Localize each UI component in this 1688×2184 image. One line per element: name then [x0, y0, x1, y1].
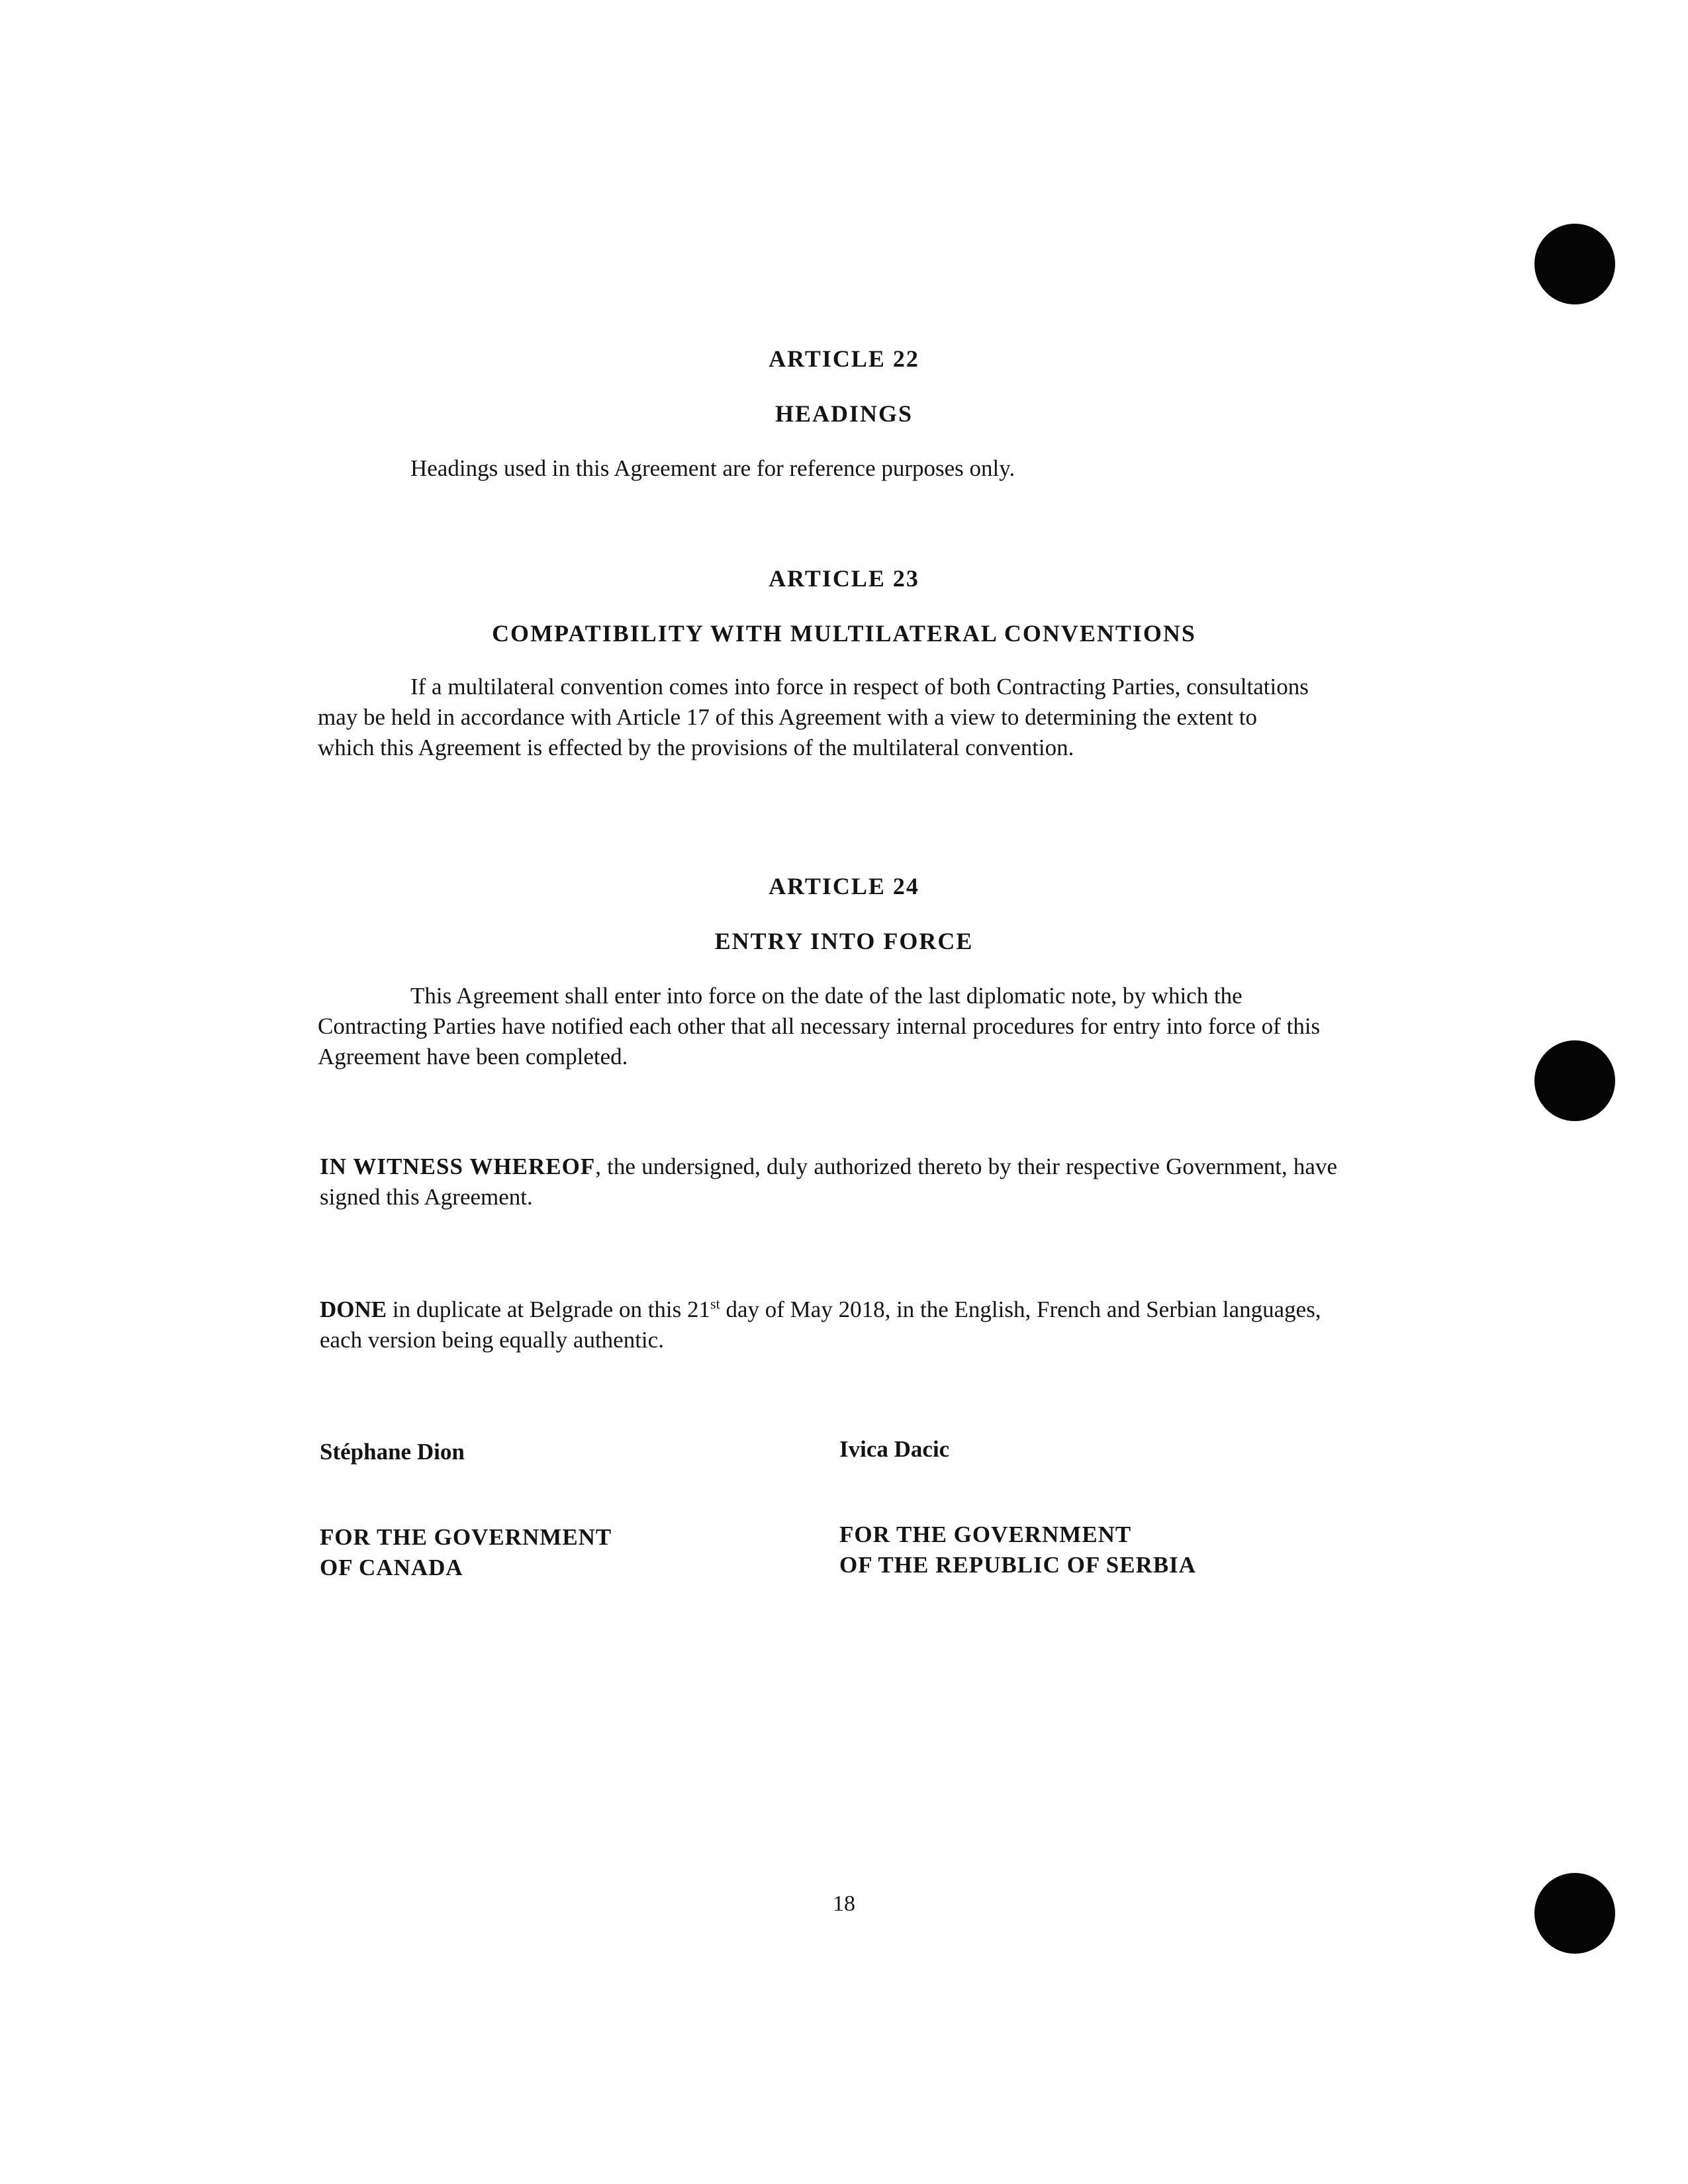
article-22-text: Headings used in this Agreement are for reference purposes only. [410, 455, 1015, 481]
article-23-number: ARTICLE 23 [769, 565, 919, 592]
page-number: 18 [833, 1891, 855, 1916]
signature-block-serbia-line1: FOR THE GOVERNMENT [839, 1522, 1132, 1547]
signature-block-canada [320, 1522, 612, 1583]
done-paragraph [320, 1295, 1339, 1355]
witness-lead: IN WITNESS WHEREOF [320, 1154, 596, 1179]
done-superscript: st [710, 1295, 720, 1312]
witness-paragraph [320, 1152, 1337, 1212]
signature-block-serbia [839, 1520, 1196, 1580]
article-24-text: This Agreement shall enter into force on the date of the last diplomatic note, by which the Contracting Parties have notified each other that all necessary internal procedures for entry into force of this Agreement have been completed. [318, 983, 1321, 1069]
witness-text: , the undersigned, duly authorized thereto by their respective Government, have signed this Agreement. [320, 1154, 1337, 1210]
article-24-number: ARTICLE 24 [769, 873, 919, 899]
binder-hole-top [1534, 224, 1615, 304]
done-text-before: in duplicate at Belgrade on this 21 [387, 1297, 711, 1322]
article-24-title: ENTRY INTO FORCE [714, 928, 974, 954]
article-23-title: COMPATIBILITY WITH MULTILATERAL CONVENTIONS [492, 620, 1196, 647]
signature-block-serbia-line2: OF THE REPUBLIC OF SERBIA [839, 1552, 1197, 1578]
done-text-after: day of May 2018, in the English, French and Serbian languages, each version being equally authentic. [320, 1297, 1321, 1353]
signature-block-canada-line1: FOR THE GOVERNMENT [320, 1524, 612, 1550]
signature-block-canada-line2: OF CANADA [320, 1555, 463, 1580]
binder-hole-middle [1534, 1040, 1615, 1121]
article-22-number: ARTICLE 22 [769, 345, 919, 372]
signatory-name-serbia: Ivica Dacic [839, 1436, 950, 1462]
signatory-name-canada: Stéphane Dion [320, 1439, 465, 1465]
article-23-text: If a multilateral convention comes into force in respect of both Contracting Parties, consultations may be held in accordance with Article 17 of this Agreement with a view to determining the extent to which this Agreement is effected by the provisions of the multilateral convention. [318, 674, 1309, 760]
article-22-title: HEADINGS [774, 400, 914, 427]
done-lead: DONE [320, 1297, 387, 1322]
